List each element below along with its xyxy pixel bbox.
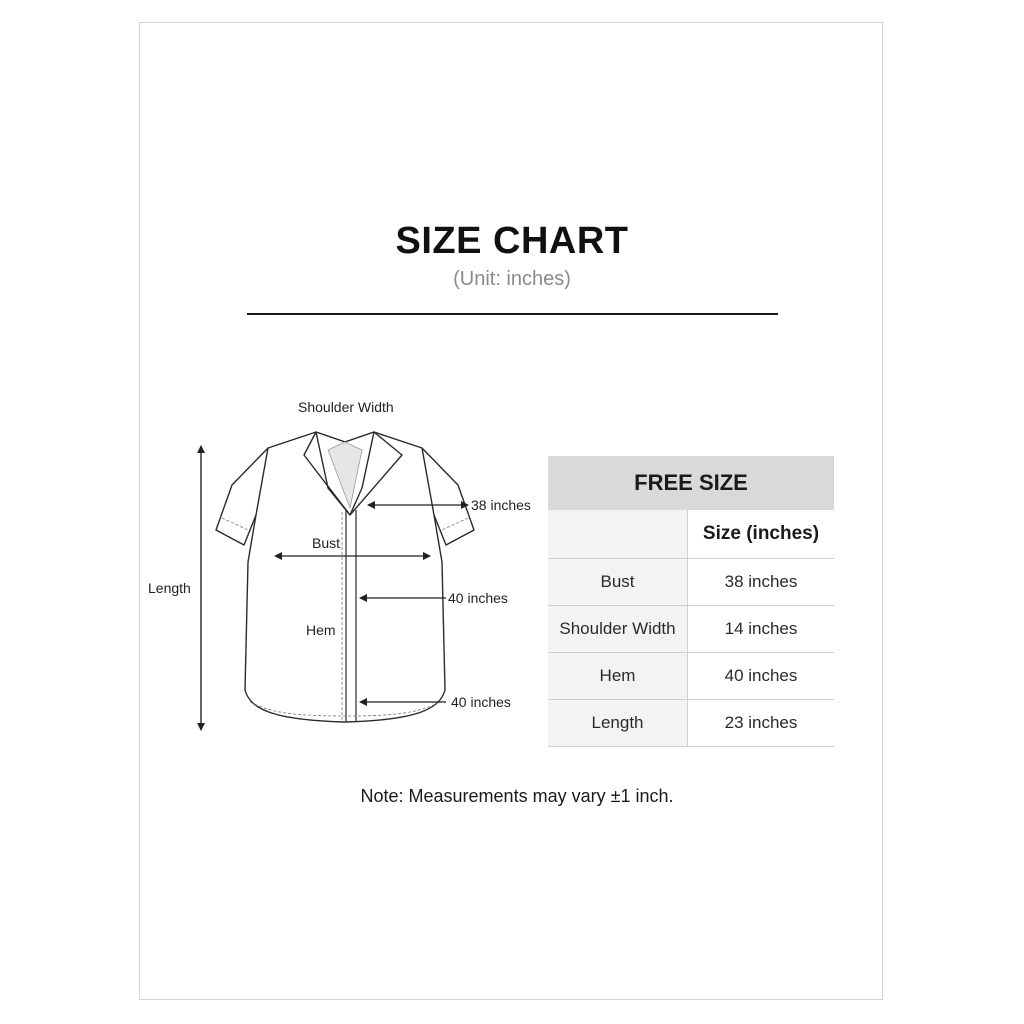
hem-label: Hem (306, 622, 336, 638)
table-header-blank (548, 510, 688, 559)
title-divider (247, 313, 778, 315)
row-value: 38 inches (688, 559, 835, 606)
page-title: SIZE CHART (395, 220, 629, 262)
row-name: Hem (548, 653, 688, 700)
row-value: 40 inches (688, 653, 835, 700)
table-row (548, 653, 834, 700)
table-row (548, 559, 834, 606)
row-name: Shoulder Width (548, 606, 688, 653)
row-value: 23 inches (688, 700, 835, 747)
callout-hem-value: 40 inches (451, 694, 511, 710)
row-name: Length (548, 700, 688, 747)
table-header-row (548, 510, 834, 559)
table-row (548, 700, 834, 747)
size-table (548, 456, 834, 747)
measurement-note: Note: Measurements may vary ±1 inch. (360, 786, 674, 806)
unit-subtitle: (Unit: inches) (453, 268, 571, 290)
shirt-illustration (140, 390, 550, 750)
row-value: 14 inches (688, 606, 835, 653)
row-name: Bust (548, 559, 688, 606)
table-row (548, 606, 834, 653)
bust-label: Bust (312, 535, 341, 551)
table-title: FREE SIZE (548, 456, 834, 510)
shirt-outline (216, 432, 474, 722)
callout-bust-value: 40 inches (448, 590, 508, 606)
shoulder-width-label: Shoulder Width (298, 399, 394, 415)
length-label: Length (148, 580, 191, 596)
shirt-diagram (140, 390, 550, 750)
table-column-header: Size (inches) (688, 510, 835, 559)
callout-shoulder-value: 38 inches (471, 497, 531, 513)
